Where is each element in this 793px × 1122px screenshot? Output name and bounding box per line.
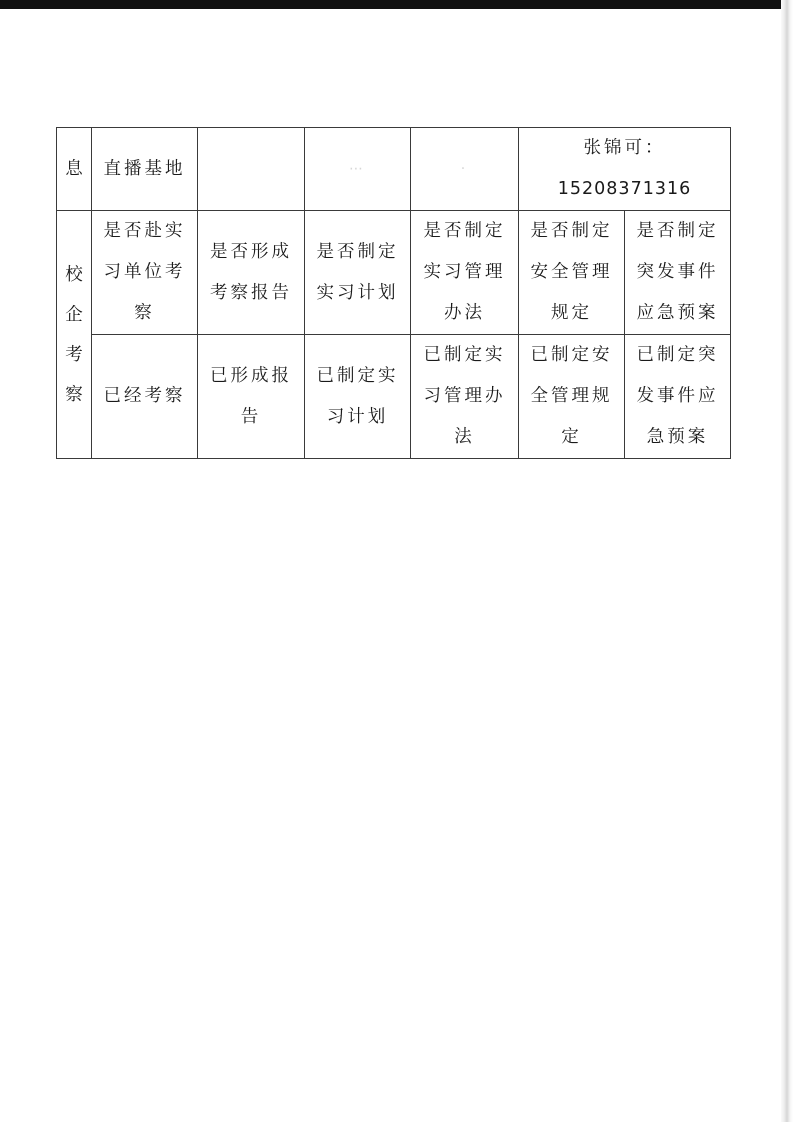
answer-cell: 已制定安全管理规定: [519, 335, 625, 459]
answer-cell: 已经考察: [92, 335, 198, 459]
contact-cell: [519, 128, 731, 211]
answer-cell: 已制定突发事件应急预案: [625, 335, 731, 459]
answer-row: [57, 335, 731, 459]
info-row: [57, 128, 731, 211]
question-cell: 是否赴实习单位考察: [92, 211, 198, 335]
empty-cell: [198, 128, 305, 211]
faint-mark: ⋯: [349, 161, 366, 177]
info-section-label: 息: [57, 128, 92, 211]
answer-cell: 已形成报告: [198, 335, 305, 459]
answer-cell: 已制定实习管理办法: [411, 335, 519, 459]
question-cell: 是否制定实习计划: [305, 211, 411, 335]
contact-name: 张锦可：: [583, 138, 666, 158]
inspection-section-label: 校企考察: [57, 211, 92, 459]
question-cell: 是否制定突发事件应急预案: [625, 211, 731, 335]
base-name-cell: 直播基地: [92, 128, 198, 211]
faint-mark: ·: [460, 161, 469, 177]
contact-phone: 15208371316: [557, 179, 692, 199]
question-cell: 是否制定安全管理规定: [519, 211, 625, 335]
answer-cell: 已制定实习计划: [305, 335, 411, 459]
scan-top-edge: [0, 0, 793, 9]
question-cell: 是否制定实习管理办法: [411, 211, 519, 335]
scan-right-edge: [781, 0, 793, 1122]
question-row: [57, 211, 731, 335]
question-cell: 是否形成考察报告: [198, 211, 305, 335]
empty-cell: [305, 128, 411, 211]
internship-info-table: [56, 127, 731, 459]
empty-cell: [411, 128, 519, 211]
